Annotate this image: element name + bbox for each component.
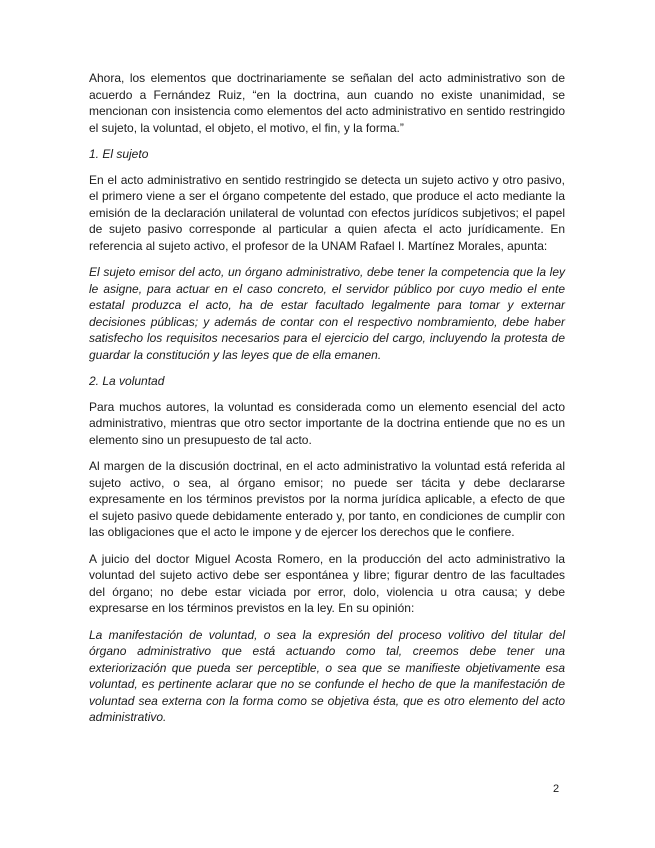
- section-heading-voluntad: 2. La voluntad: [89, 374, 165, 388]
- paragraph-voluntad-1: Para muchos autores, la voluntad es considerada como un elemento esencial del acto administrativo, mientras que otro sector importante de la doctrina entiende que no es un elemento sino un presupuesto de tal acto.: [89, 399, 565, 447]
- paragraph-sujeto: En el acto administrativo en sentido restringido se detecta un sujeto activo y otro pasivo, el primero viene a ser el órgano competente del estado, que produce el acto mediante la emisión de la declaración unilateral de voluntad con efectos jurídicos subjetivos; el papel de sujeto pasivo corresponde al particular a quien afecta el acto jurídicamente. En referencia al sujeto activo, el profesor de la UNAM Rafael I. Martínez Morales, apunta:: [89, 172, 565, 253]
- paragraph-voluntad-2: Al margen de la discusión doctrinal, en el acto administrativo la voluntad está referida al sujeto activo, o sea, al órgano emisor; no puede ser tácita y debe declararse expresamente en los términos previstos por la norma jurídica aplicable, a efecto de que el sujeto pasivo quede debidamente enterado y, por tanto, en condiciones de cumplir con las obligaciones que el acto le impone y de ejercer los derechos que le confiere.: [89, 459, 565, 539]
- section-heading-sujeto: 1. El sujeto: [89, 147, 149, 161]
- quote-acosta-romero: La manifestación de voluntad, o sea la expresión del proceso volitivo del titular del órgano administrativo que está actuando como tal, creemos debe tener una exteriorización que pueda ser perceptible, o sea que se manifieste objetivamente esa voluntad, es pertinente aclarar que no se confunde el hecho de que la manifestación de voluntad sea externa con la forma como se objetiva ésta, que es otro elemento del acto administrativo.: [89, 627, 565, 724]
- paragraph-voluntad-3: A juicio del doctor Miguel Acosta Romero, en la producción del acto administrativo la voluntad del sujeto activo debe ser espontánea y libre; figurar dentro de las facultades del órgano; no debe estar viciada por error, dolo, violencia u otra causa; y debe expresarse en los términos previstos en la ley. En su opinión:: [89, 551, 565, 615]
- page-number: 2: [553, 783, 560, 795]
- paragraph-intro: Ahora, los elementos que doctrinariamente se señalan del acto administrativo son de acuerdo a Fernández Ruiz, “en la doctrina, aun cuando no existe unanimidad, se mencionan con insistencia como elementos del acto administrativo en sentido restringido el sujeto, la voluntad, el objeto, el motivo, el fin, y la forma.”: [89, 71, 565, 135]
- document-body: [89, 70, 565, 736]
- quote-martinez-morales: El sujeto emisor del acto, un órgano administrativo, debe tener la competencia que la ley le asigne, para actuar en el caso concreto, el servidor público por cuyo medio el ente estatal produzca el acto, ha de estar facultado legalmente para tomar y externar decisiones públicas; y además de contar con el respectivo nombramiento, debe haber satisfecho los requisitos necesarios para el ejercicio del cargo, incluyendo la protesta de guardar la constitución y las leyes que de ella emanen.: [89, 265, 565, 362]
